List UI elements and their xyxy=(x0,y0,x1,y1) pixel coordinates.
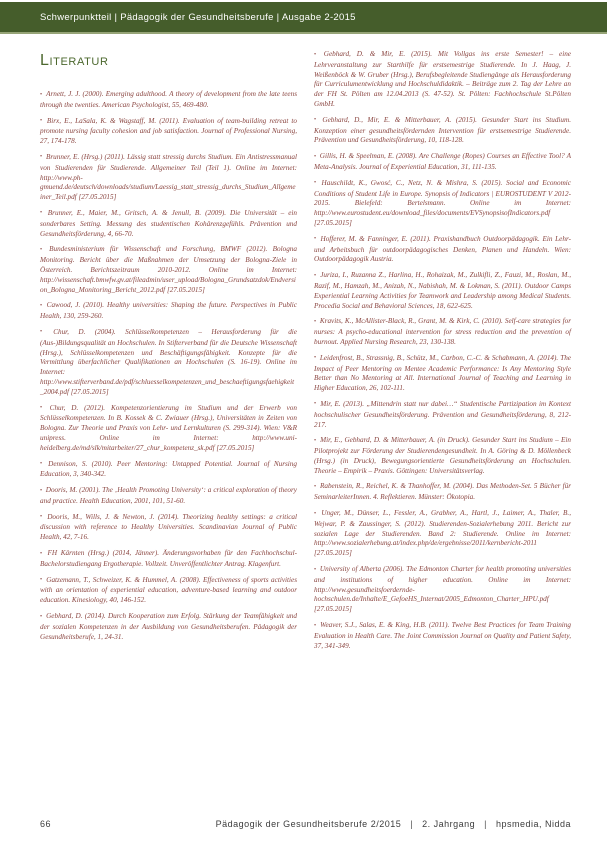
reference-entry xyxy=(314,317,571,347)
reference-entry xyxy=(314,482,571,503)
page-footer xyxy=(40,819,571,829)
reference-entry xyxy=(314,271,571,311)
reference-text: Hofferer, M. & Fanninger, E. (2011). Praxishandbuch Outdoorpädagogik. Ein Lehr- und Arbeitsbuch für outdoorpädagogisches Denken, Planen und Handeln. Wien: Outdoorpädagogik Austria. xyxy=(314,234,571,264)
references-column-left xyxy=(40,90,297,642)
reference-entry xyxy=(40,117,297,147)
reference-text: Leidenfrost, B., Strassnig, B., Schütz, M., Carbon, C.-C. & Schabmann, A. (2014). The Impact of Peer Mentoring on Mentee Academic Performance: Is Any Mentoring Style Better than No Mentoring at All. International Journal of Teaching and Learning in Higher Education, 26, 102-111. xyxy=(314,353,571,393)
bullet-icon: • xyxy=(40,246,48,253)
bullet-icon: • xyxy=(314,355,318,362)
reference-entry xyxy=(40,153,297,203)
bullet-icon: • xyxy=(40,210,46,217)
reference-text: Chur, D. (2004). Schlüsselkompetenzen – Herausforderung für die (Aus-)Bildungsqualität an Hochschulen. In Stifterverband für die Deutsche Wissenschaft (Hrsg.), Schlüsselkompetenzen und Beschäftigungsfähigkeit. Konzepte für die Vermittlung überfachlicher Qualifikationen an Hochschulen (S. 16-19). Online im Internet: http://www.stifterverband.de/pdf/schluesselkompetenzen_und_beschaeftigungsfaehigkeit_2004.pdf [27.05.2015] xyxy=(40,327,297,396)
reference-text: Hauschildt, K., Gwosć, C., Netz, N. & Mishra, S. (2015). Social and Economic Conditions of Student Life in Europe. Synopsis of Indicators | EUROSTUDENT V 2012-2015. Bielefeld: Bertelsmann. Online im Internet: http://www.eurostudent.eu/download_files/documents/EVSynopsisofIndicators.pdf [27.05.2015] xyxy=(314,178,571,227)
reference-text: FH Kärnten (Hrsg.) (2014, Jänner). Änderungsvorhaben für den Fachhochschul-Bachelorstudiengang Ergotherapie. Vollzeit. Unveröffentlichter Antrag. Klagenfurt. xyxy=(40,549,298,568)
reference-text: Rabenstein, R., Reichel, K. & Thanhoffer, M. (2004). Das Methoden-Set. 5 Bücher für SeminarleiterInnen. 4. Reflektieren. Münster: Ökotopia. xyxy=(314,482,571,502)
reference-entry xyxy=(314,152,571,173)
footer-segment: 2. Jahrgang xyxy=(422,819,476,829)
bullet-icon: • xyxy=(314,437,319,444)
reference-text: Unger, M., Dünser, L., Fessler, A., Grabher, A., Hartl, J., Laimer, A., Thaler, B., Wejwar, P. & Zaussinger, S. (2012). Studierenden-Sozialerhebung 2011. Bericht zur sozialen Lage der Studierenden. Band 2: Studierende. Online im Internet: http://www.sozialerhebung.at/index.php/de/ergebnisse/2011/kernbericht-2011 [27.05.2015] xyxy=(314,509,571,558)
bullet-icon: • xyxy=(40,154,44,161)
bullet-icon: • xyxy=(314,401,319,408)
reference-text: Chur, D. (2012). Kompetenzorientierung im Studium und der Erwerb von Schlüsselkompetenzen. In B. Kossek & C. Zwiauer (Hrsg.), Universitäten in Zeiten von Bologna. Zur Theorie und Praxis von Lehr- und Lernkulturen (S. 299-314). Wien: V&R unipress. Online im Internet: http://www.uni-heidelberg.de/md/slk/mitarbeiter/27_chur_kompetenz_sk.pdf [27.05.2015] xyxy=(40,403,297,452)
bullet-icon: • xyxy=(314,51,322,58)
reference-text: Arnett, J. J. (2000). Emerging adulthood. A theory of development from the late teens through the twenties. American Psychologist, 55, 469-480. xyxy=(40,90,298,109)
reference-text: Brunner, E., Maier, M., Gritsch, A. & Jenull, B. (2009). Die Universität – ein sonderbares Setting. Messung des studentischen Kohärenzgefühls. Prävention und Gesundheitsförderung, 4, 66-70. xyxy=(40,208,297,238)
bullet-icon: • xyxy=(40,487,44,494)
reference-entry xyxy=(40,301,297,322)
bullet-icon: • xyxy=(314,318,318,325)
reference-entry xyxy=(40,245,297,295)
bullet-icon: • xyxy=(40,91,45,98)
bullet-icon: • xyxy=(40,405,48,412)
bullet-icon: • xyxy=(40,118,45,125)
footer-segment: Pädagogik der Gesundheitsberufe 2/2015 xyxy=(215,819,402,829)
reference-entry xyxy=(40,576,297,606)
references-column-right xyxy=(314,50,571,651)
reference-text: Gatzemann, T., Schweizer, K. & Hummel, A. (2008). Effectiveness of sports activities with an orientation of experiential education, adventure-based learning and outdoor education. Kinesiology, 40, 146-152. xyxy=(40,575,297,605)
reference-entry xyxy=(40,328,297,398)
reference-entry xyxy=(40,404,297,454)
reference-text: University of Alberta (2006). The Edmonton Charter for health promoting universities and institutions of higher education. Online im Internet: http://www.gesundheitsfoerdernde-hochschulen.de/Inhalte/E_GefoeHS_Internat/2005_Edmonton_Charter_HPU.pdf [27.05.2015] xyxy=(314,565,571,614)
bullet-icon: • xyxy=(314,483,318,490)
references-column-left-wrap xyxy=(40,50,297,657)
reference-text: Juriza, I., Ruzanna Z., Harlina, H., Rohaizak, M., Zulkifli, Z., Fauzi, M., Roslan, M., Razif, M., Hamzah, M., Anizah, N., Nabishah, M. & Lokman, S. (2011). Outdoor Camps Experiential Learning Activities for Teamwork and Leadership among Medical Students. Procedia Social and Behavioral Sciences, 18, 622-625. xyxy=(314,271,571,310)
bullet-icon: • xyxy=(314,117,321,124)
reference-entry xyxy=(314,116,571,146)
reference-text: Gebhard, D., Mir, E. & Mitterbauer, A. (2015). Gesunder Start ins Studium. Konzeption einer gesundheitsfördernden Intervention für erstsemestrige Studierende. Prävention und Gesundheitsförderung, 10, 118-128. xyxy=(314,115,571,145)
footer-segment: hpsmedia, Nidda xyxy=(495,819,571,829)
reference-entry xyxy=(40,460,297,481)
reference-text: Cawood, J. (2010). Healthy universities: Shaping the future. Perspectives in Public Health, 130, 259-260. xyxy=(40,301,297,321)
bullet-icon: • xyxy=(314,153,318,160)
reference-text: Dooris, M., Wills, J. & Newton, J. (2014). Theorizing healthy settings: a critical discussion with reference to Healthy Universities. Scandinavian Journal of Public Health, 42, 7-16. xyxy=(40,512,297,542)
references-section xyxy=(40,50,571,657)
page-header-text: Schwerpunktteil | Pädagogik der Gesundheitsberufe | Ausgabe 2-2015 xyxy=(40,11,356,23)
reference-text: Gebhard, D. & Mir, E. (2015). Mit Vollgas ins erste Semester! – eine Lehrveranstaltung zur Starthilfe für erstsemestrige Studierende. In J. Haag, J. Weißenböck & W. Gruber (Hrsg.), Berufsbegleitende Studiengänge als Herausforderung für Curriculumentwicklung und Hochschuldidaktik. – Beiträge zum 2. Tag der Lehre an der FH St. Pölten am 12.04.2013 (S. 47-52). St. Pölten: Fachhochschule St.Pölten GmbH. xyxy=(314,50,571,108)
reference-entry xyxy=(40,90,297,111)
bullet-icon: • xyxy=(314,272,319,279)
reference-text: Mir, E. (2013). „Mittendrin statt nur dabei…“ Studentische Partizipation im Kontext hochschulischer Gesundheitsförderung. Prävention und Gesundheitsförderung, 8, 212-217. xyxy=(314,399,571,429)
reference-entry xyxy=(314,179,571,229)
reference-entry xyxy=(40,549,297,570)
footer-separator: | xyxy=(410,819,414,829)
reference-entry xyxy=(314,354,571,394)
reference-text: Mir, E., Gebhard, D. & Mitterbauer, A. (in Druck). Gesunder Start ins Studium – Ein Pilotprojekt zur Förderung der Studierendengesundheit. In A. Göring & D. Möllenbeck (Hrsg.) (in Druck), Bewegungsorientierte Gesundheitsförderung an Hochschulen. Theorie – Empirik – Praxis. Göttingen: Universitätsverlag. xyxy=(314,436,571,475)
reference-entry xyxy=(40,612,297,642)
reference-text: Dooris, M. (2001). The ‚Health Promoting University‘: a critical exploration of theory and practice. Health Education, 2001, 101, 51-60. xyxy=(40,486,297,505)
reference-text: Bundesministerium für Wissenschaft und Forschung, BMWF (2012). Bologna Monitoring. Bericht über die Maßnahmen der Umsetzung der Bologna-Ziele in Österreich. Berichtszeitraum 2010-2012. Online im Internet: http://wissenschaft.bmwfw.gv.at/fileadmin/user_upload/Bologna_Grundsatzdok/Endversion_Bologna_Monitoring_Bericht_2012.pdf [27.05.2015] xyxy=(40,245,297,294)
bullet-icon: • xyxy=(314,566,318,573)
bullet-icon: • xyxy=(40,514,46,521)
reference-entry xyxy=(314,621,571,651)
bullet-icon: • xyxy=(314,236,319,243)
bullet-icon: • xyxy=(40,329,52,336)
reference-text: Gillis, H. & Speelman, E. (2008). Are Challenge (Ropes) Courses an Effective Tool? A Meta-Analysis. Journal of Experiential Education, 31, 111-135. xyxy=(314,152,571,171)
reference-text: Dennison, S. (2010). Peer Mentoring: Untapped Potential. Journal of Nursing Education, 3, 340-342. xyxy=(40,459,297,479)
reference-entry xyxy=(314,50,571,110)
bullet-icon: • xyxy=(314,622,319,629)
bullet-icon: • xyxy=(314,180,320,187)
bullet-icon: • xyxy=(314,510,320,517)
bullet-icon: • xyxy=(40,550,46,557)
footer-separator: | xyxy=(484,819,487,829)
reference-text: Brunner, E. (Hrsg.) (2011). Lässig statt stressig durchs Studium. Ein Antistressmanual von Studierenden für Studierende. Allgemeiner Teil (Teil 1). Online im Internet: http://www.ph-gmuend.de/deutsch/downloads/studium/Laessig_statt_stressig_durchs_Studium_Allgemeiner_Teil.pdf [27.05.2015] xyxy=(40,152,297,202)
reference-entry xyxy=(314,436,571,476)
reference-text: Weaver, S.J., Salas, E. & King, H.B. (2011). Twelve Best Practices for Team Training Evaluation in Health Care. The Joint Commission Journal on Quality and Patient Safety, 37, 341-349. xyxy=(314,621,571,650)
reference-text: Gebhard, D. (2014). Durch Kooperation zum Erfolg. Stärkung der Teamfähigkeit und der sozialen Kompetenzen in der Ausbildung von Gesundheitsberufen. Pädagogik der Gesundheitsberufe, 1, 24-31. xyxy=(40,612,297,641)
reference-text: Kravits, K., McAllister-Black, R., Grant, M. & Kirk, C. (2010). Self-care strategies for nurses: A psycho-educational intervention for stress reduction and the prevention of burnout. Applied Nursing Research, 23, 130-138. xyxy=(314,317,571,346)
footer-center xyxy=(216,819,571,829)
reference-entry xyxy=(314,235,571,265)
reference-text: Birx, E., LaSala, K. & Wagstaff, M. (2011). Evaluation of team-building retreat to promote nursing faculty cohesion and job satisfaction. Journal of Professional Nursing, 27, 174-178. xyxy=(40,116,297,146)
bullet-icon: • xyxy=(40,577,45,584)
reference-entry xyxy=(40,513,297,543)
reference-entry xyxy=(40,209,297,239)
page-header-bar xyxy=(0,2,607,34)
bullet-icon: • xyxy=(40,302,45,309)
section-title: Literatur xyxy=(40,52,109,69)
references-column-right-wrap xyxy=(314,50,571,657)
reference-entry xyxy=(314,509,571,559)
bullet-icon: • xyxy=(40,461,47,467)
reference-entry xyxy=(314,400,571,430)
bullet-icon: • xyxy=(40,613,45,620)
page-number: 66 xyxy=(40,819,52,829)
reference-entry xyxy=(40,486,297,507)
reference-entry xyxy=(314,565,571,615)
